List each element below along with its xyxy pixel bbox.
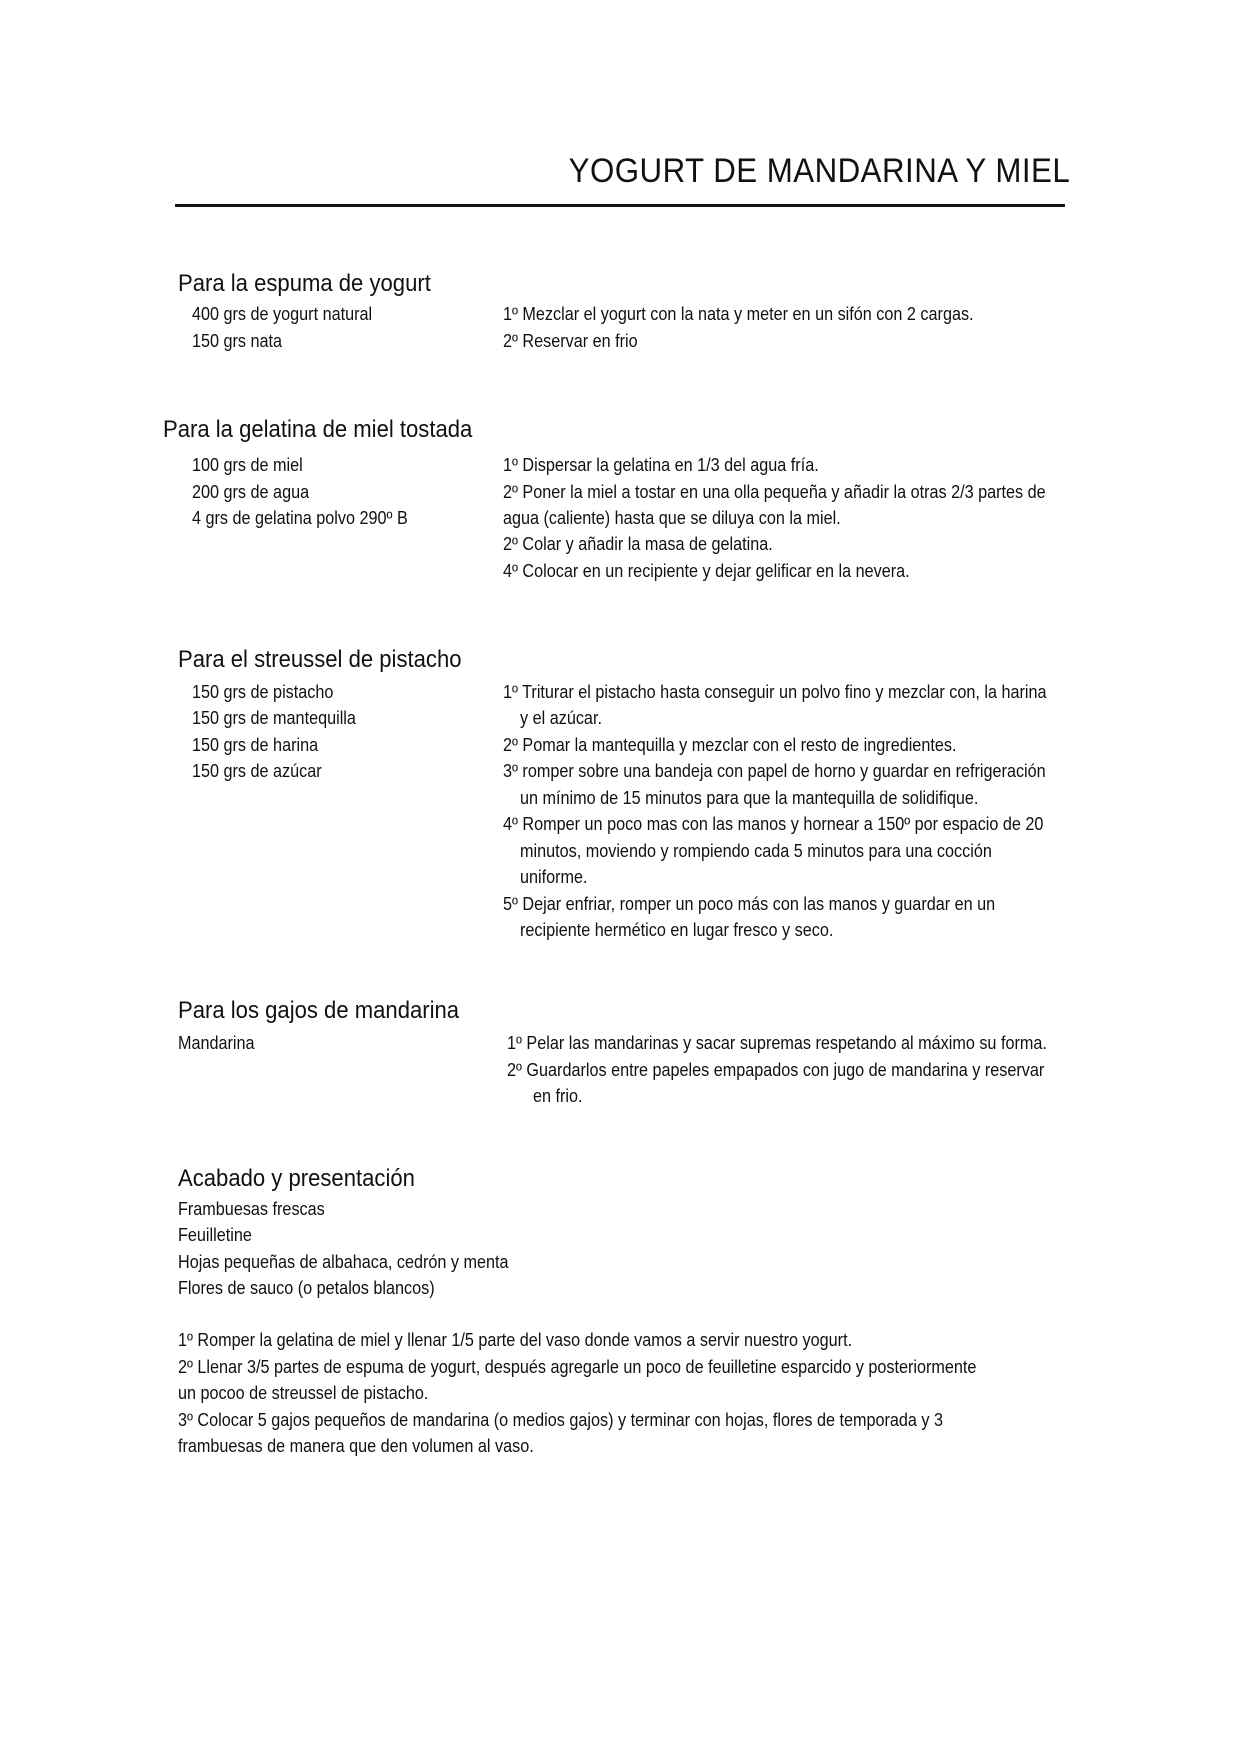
ingredient-line: 100 grs de miel: [192, 455, 303, 475]
step-line: 1º Pelar las mandarinas y sacar supremas respetando al máximo su forma.: [507, 1033, 1047, 1053]
step-line: agua (caliente) hasta que se diluya con la miel.: [503, 508, 841, 528]
finish-step: 3º Colocar 5 gajos pequeños de mandarina (o medios gajos) y terminar con hojas, flores de temporada y 3: [178, 1410, 944, 1430]
step-line: 2º Pomar la mantequilla y mezclar con el resto de ingredientes.: [503, 735, 957, 755]
ingredient-line: 4 grs de gelatina polvo 290º B: [192, 508, 408, 528]
ingredient-line: 150 grs nata: [192, 331, 283, 351]
finish-item: Feuilletine: [178, 1225, 252, 1245]
ingredient-line: Mandarina: [178, 1033, 255, 1053]
step-line: 1º Mezclar el yogurt con la nata y meter en un sifón con 2 cargas.: [503, 304, 974, 324]
step-line: 4º Romper un poco mas con las manos y hornear a 150º por espacio de 20: [503, 814, 1044, 834]
ingredient-line: 400 grs de yogurt natural: [192, 304, 373, 324]
section-heading-espuma: Para la espuma de yogurt: [178, 270, 431, 297]
step-line: 1º Triturar el pistacho hasta conseguir un polvo fino y mezclar con, la harina: [503, 682, 1047, 702]
step-line: 5º Dejar enfriar, romper un poco más con las manos y guardar en un: [503, 894, 996, 914]
ingredient-line: 150 grs de azúcar: [192, 761, 322, 781]
section-heading-gelatina: Para la gelatina de miel tostada: [163, 416, 473, 443]
finish-item: Hojas pequeñas de albahaca, cedrón y menta: [178, 1252, 509, 1272]
step-line: 2º Guardarlos entre papeles empapados con jugo de mandarina y reservar: [507, 1060, 1045, 1080]
step-line: recipiente hermético en lugar fresco y seco.: [520, 920, 834, 940]
section-heading-gajos: Para los gajos de mandarina: [178, 997, 460, 1024]
ingredient-line: 150 grs de mantequilla: [192, 708, 356, 728]
section-heading-acabado: Acabado y presentación: [178, 1165, 415, 1192]
ingredient-line: 150 grs de pistacho: [192, 682, 334, 702]
finish-item: Frambuesas frescas: [178, 1199, 325, 1219]
section-heading-streussel: Para el streussel de pistacho: [178, 646, 462, 673]
step-line: 1º Dispersar la gelatina en 1/3 del agua fría.: [503, 455, 819, 475]
title-underline: [175, 204, 1065, 207]
step-line: 4º Colocar en un recipiente y dejar gelificar en la nevera.: [503, 561, 910, 581]
step-line: 2º Reservar en frio: [503, 331, 638, 351]
finish-step: un pocoo de streussel de pistacho.: [178, 1383, 429, 1403]
recipe-title: YOGURT DE MANDARINA Y MIEL: [568, 152, 1070, 190]
finish-step: 1º Romper la gelatina de miel y llenar 1/5 parte del vaso donde vamos a servir nuestro yogurt.: [178, 1330, 853, 1350]
step-line: uniforme.: [520, 867, 588, 887]
ingredient-line: 200 grs de agua: [192, 482, 310, 502]
step-line: en frio.: [533, 1086, 583, 1106]
ingredient-line: 150 grs de harina: [192, 735, 319, 755]
step-line: 3º romper sobre una bandeja con papel de horno y guardar en refrigeración: [503, 761, 1046, 781]
finish-step: 2º Llenar 3/5 partes de espuma de yogurt, después agregarle un poco de feuilletine esparcido y posteriormente: [178, 1357, 977, 1377]
step-line: 2º Colar y añadir la masa de gelatina.: [503, 534, 773, 554]
step-line: minutos, moviendo y rompiendo cada 5 minutos para una cocción: [520, 841, 992, 861]
finish-step: frambuesas de manera que den volumen al vaso.: [178, 1436, 534, 1456]
step-line: 2º Poner la miel a tostar en una olla pequeña y añadir la otras 2/3 partes de: [503, 482, 1046, 502]
finish-item: Flores de sauco (o petalos blancos): [178, 1278, 435, 1298]
step-line: un mínimo de 15 minutos para que la mantequilla de solidifique.: [520, 788, 979, 808]
step-line: y el azúcar.: [520, 708, 602, 728]
